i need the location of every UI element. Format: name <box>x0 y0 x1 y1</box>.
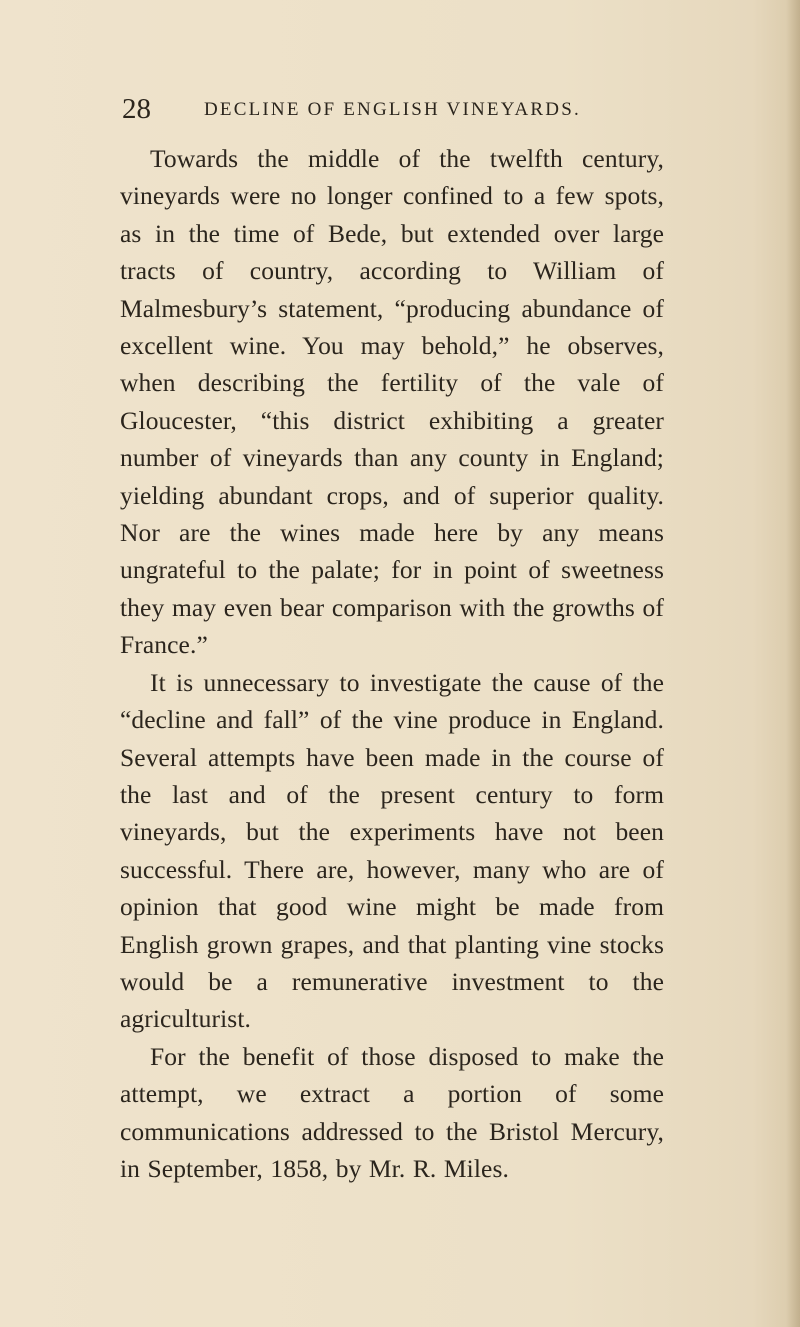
paragraph-3: For the benefit of those disposed to make the attempt, we extract a portion of some communications addressed to the Bristol Mercury, in September, 1858, by Mr. R. Miles. <box>120 1041 664 1183</box>
paragraph-2: It is unnecessary to investigate the cause of the “decline and fall” of the vine produce in England. Several attempts have been made in the course of the last and of the present century to form vineyards, but the experiments have not been successful. There are, however, many who are of opinion that good wine might be made from English grown grapes, and that planting vine stocks would be a remunerative investment to the agriculturist. <box>120 667 664 1034</box>
body-text <box>120 140 664 1187</box>
page-number: 28 <box>122 93 151 125</box>
page-header <box>122 92 682 132</box>
page-edge-shadow <box>786 0 800 1327</box>
running-title: DECLINE OF ENGLISH VINEYARDS. <box>204 99 581 120</box>
paragraph-1: Towards the middle of the twelfth century, vineyards were no longer confined to a few spots, as in the time of Bede, but extended over large tracts of country, according to William of Malmesbury’s statement, “producing abundance of excellent wine. You may behold,” he observes, when describing the fertility of the vale of Gloucester, “this district exhibiting a greater number of vineyards than any county in England; yielding abundant crops, and of superior quality. Nor are the wines made here by any means ungrateful to the palate; for in point of sweetness they may even bear comparison with the growths of France.” <box>120 144 664 660</box>
